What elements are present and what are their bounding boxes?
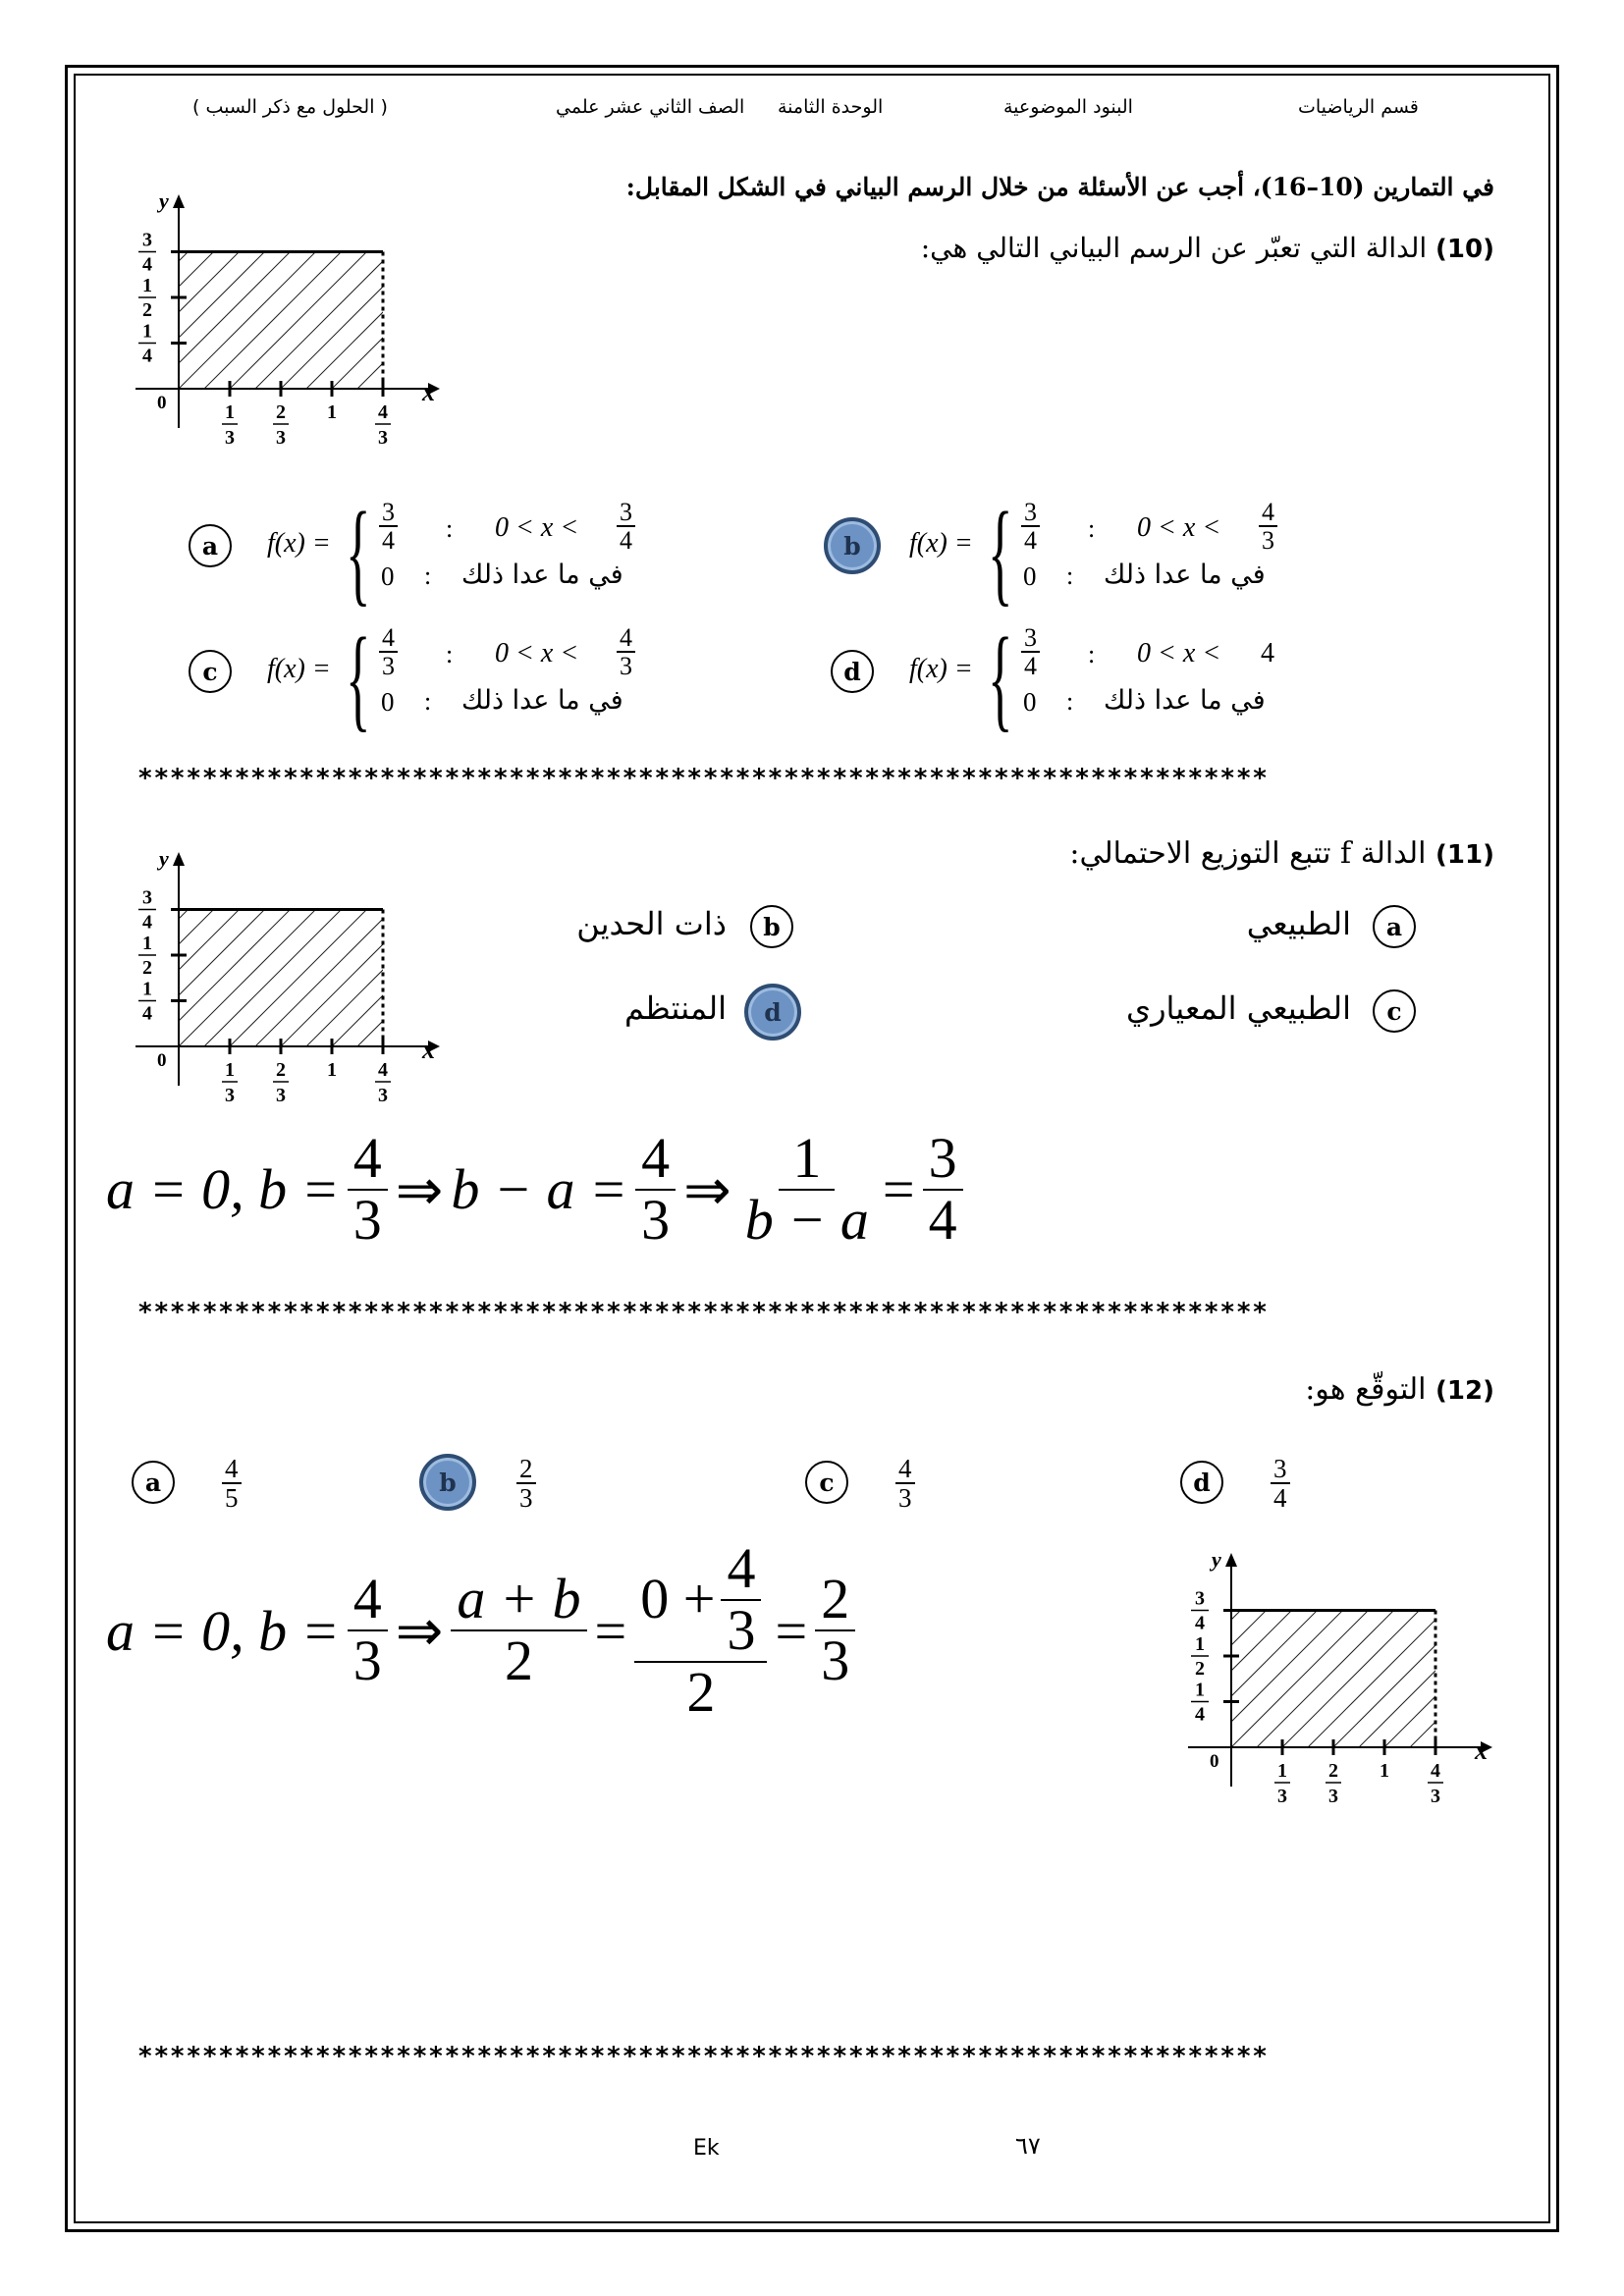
separator-2: **********************************************************************	[137, 1298, 1269, 1327]
g12-x-tick-label-2: 1	[1380, 1760, 1389, 1782]
q10-option-b-value-num: 3	[1021, 499, 1040, 527]
q12-question	[1305, 1372, 1494, 1407]
q12-option-c-den: 3	[898, 1483, 912, 1514]
graph-q10	[118, 185, 452, 469]
q10-option-a-func: f(x) =	[267, 528, 331, 559]
g12-y-tick-label-2-den: 4	[1195, 1612, 1205, 1634]
q10-option-b-colon-2: :	[1066, 561, 1074, 590]
g11-y-tick-label-2-den: 4	[142, 911, 152, 934]
q10-option-c-colon: :	[446, 640, 454, 668]
q10-option-c-brace: {	[346, 614, 371, 742]
intro-text: في التمارين (10–16)، أجب عن الأسئلة من خلال الرسم البياني في الشكل المقابل:	[625, 173, 1494, 201]
q10-option-d-value	[1021, 624, 1040, 680]
q10-option-d-marker[interactable]: d	[831, 650, 874, 693]
q11-option-c-marker[interactable]: c	[1373, 989, 1416, 1033]
q10-option-a-value	[379, 499, 398, 555]
g11-x-tick-label-1-num: 2	[276, 1059, 286, 1081]
q10-option-d-colon-2: :	[1066, 687, 1074, 716]
q12-sol-frac3-inner-num: 4	[721, 1539, 761, 1601]
q11-sol-implies-2: ⇒	[683, 1157, 731, 1222]
q11-sol-frac3-num: 1	[779, 1129, 835, 1191]
g11-origin-label: 0	[157, 1050, 167, 1071]
page-number: ٦٧	[1015, 2132, 1041, 2160]
q10-question	[921, 232, 1494, 264]
q10-option-a-bound-den: 4	[620, 526, 632, 556]
q10-option-a-bound-num: 3	[617, 499, 635, 527]
q10-option-c-marker[interactable]: c	[189, 650, 232, 693]
q11-text: الدالة f تتبع التوزيع الاحتمالي:	[1069, 836, 1427, 871]
g10-y-tick-label-2-den: 4	[142, 253, 152, 276]
q12-sol-frac4	[815, 1567, 855, 1693]
q12-option-d-num: 3	[1271, 1455, 1290, 1484]
q10-option-c-otherwise: في ما عدا ذلك	[461, 685, 623, 716]
q11-sol-frac4-den: 4	[928, 1187, 957, 1252]
g10-y-tick-label-1-num: 1	[142, 275, 152, 296]
q10-option-d-brace: {	[988, 614, 1013, 742]
q12-option-c-value	[895, 1455, 915, 1513]
q10-option-c-bound-den: 3	[620, 652, 632, 681]
g10-y-label: y	[159, 188, 169, 213]
q11-sol-frac1-den: 3	[352, 1187, 382, 1252]
q12-sol-implies: ⇒	[395, 1599, 444, 1664]
q11-option-d-label: المنتظم	[624, 989, 727, 1027]
g10-x-tick-label-3-num: 4	[378, 401, 388, 423]
q11-sol-frac3	[739, 1126, 875, 1252]
separator-1: **********************************************************************	[137, 764, 1269, 793]
g11-y-tick-label-1-den: 2	[142, 957, 152, 979]
q12-sol-frac3-num	[634, 1536, 767, 1663]
g12-x-tick-label-1-num: 2	[1328, 1760, 1338, 1782]
q12-option-b-marker[interactable]: b	[419, 1454, 476, 1511]
q12-option-d-marker[interactable]: d	[1180, 1461, 1223, 1504]
header-grade: الصف الثاني عشر علمي	[556, 96, 745, 118]
g12-y-tick-label-0-den: 4	[1195, 1703, 1205, 1726]
q10-option-d-bound: 4	[1261, 638, 1274, 668]
q11-sol-a-eq: a = 0, b =	[106, 1157, 340, 1222]
q11-option-d-marker[interactable]: d	[744, 984, 801, 1041]
g10-x-tick-label-1-num: 2	[276, 401, 286, 423]
q10-option-c-ineq: 0 < x <	[495, 638, 579, 668]
q10-option-b-otherwise: في ما عدا ذلك	[1104, 560, 1266, 590]
q10-option-b-value-den: 4	[1024, 526, 1037, 556]
header-department: قسم الرياضيات	[1298, 96, 1419, 118]
q12-option-d-value	[1271, 1455, 1290, 1513]
q12-sol-frac3-den: 2	[686, 1659, 716, 1724]
q10-option-a-bound	[617, 499, 635, 555]
q10-option-b-colon: :	[1088, 514, 1096, 543]
header-section: البنود الموضوعية	[1003, 96, 1133, 118]
q10-option-b-marker[interactable]: b	[824, 517, 881, 574]
q10-option-b-bound	[1259, 499, 1277, 555]
g12-x-label: x	[1475, 1736, 1488, 1765]
q10-option-b[interactable]	[831, 488, 1341, 616]
q12-sol-a-eq: a = 0, b =	[106, 1598, 340, 1663]
g12-x-tick-label-1-den: 3	[1328, 1786, 1338, 1807]
q10-option-d-value-num: 3	[1021, 624, 1040, 653]
q10-option-b-ineq: 0 < x <	[1137, 512, 1221, 543]
q10-option-b-bound-den: 3	[1262, 526, 1274, 556]
q11-option-a-marker[interactable]: a	[1373, 905, 1416, 948]
g12-y-tick-label-0-num: 1	[1195, 1679, 1205, 1701]
q10-number: (10)	[1435, 235, 1494, 264]
q10-option-c-colon-2: :	[424, 687, 432, 716]
q12-option-b-num: 2	[516, 1455, 536, 1484]
g11-y-tick-label-0-den: 4	[142, 1002, 152, 1025]
q10-option-a-ineq: 0 < x <	[495, 512, 579, 543]
q12-sol-frac2-num: a + b	[451, 1570, 586, 1631]
g11-y-label: y	[159, 846, 169, 871]
g11-y-tick-label-1-num: 1	[142, 933, 152, 954]
g11-x-tick-label-3-den: 3	[378, 1085, 388, 1105]
q10-option-d-value-den: 4	[1024, 652, 1037, 681]
header-note: ( الحلول مع ذكر السبب )	[192, 96, 388, 118]
q11-number: (11)	[1435, 840, 1494, 870]
q11-sol-frac1	[348, 1126, 388, 1252]
q12-sol-frac1-num: 4	[348, 1570, 388, 1631]
q12-sol-frac3-inner-den: 3	[727, 1597, 756, 1662]
footer-code: Ek	[693, 2136, 720, 2161]
g12-x-tick-label-0-num: 1	[1277, 1760, 1287, 1782]
q10-option-c-value	[379, 624, 398, 680]
g11-hatching	[118, 842, 452, 1046]
q12-number: (12)	[1435, 1376, 1494, 1406]
q12-option-a-den: 5	[225, 1483, 239, 1514]
q10-option-b-brace: {	[988, 488, 1013, 616]
g11-x-tick-label-3-num: 4	[378, 1059, 388, 1081]
q10-option-a-colon-2: :	[424, 561, 432, 590]
q12-option-a-value	[222, 1455, 242, 1513]
q11-question	[1069, 836, 1494, 871]
q11-sol-frac4	[923, 1126, 963, 1252]
q11-sol-frac2-num: 4	[635, 1129, 676, 1191]
q12-sol-frac4-num: 2	[815, 1570, 855, 1631]
q10-option-d-func: f(x) =	[909, 654, 973, 684]
g10-x-label: x	[422, 378, 435, 406]
q11-option-a-label: الطبيعي	[1246, 905, 1351, 942]
q12-option-c-marker[interactable]: c	[805, 1461, 848, 1504]
g10-x-tick-label-0-den: 3	[225, 427, 235, 449]
g10-y-tick-label-0-den: 4	[142, 345, 152, 367]
q10-option-a-colon: :	[446, 514, 454, 543]
q11-option-b-marker[interactable]: b	[750, 905, 793, 948]
g11-x-tick-label-0-den: 3	[225, 1085, 235, 1105]
q10-option-c-bound	[617, 624, 635, 680]
q10-text: الدالة التي تعبّر عن الرسم البياني التالي هي:	[920, 232, 1428, 264]
q10-option-d-ineq: 0 < x <	[1137, 638, 1221, 668]
g10-y-tick-label-1-den: 2	[142, 299, 152, 321]
q10-option-a-otherwise: في ما عدا ذلك	[461, 560, 623, 590]
g12-origin-label: 0	[1210, 1751, 1219, 1772]
q12-option-b-den: 3	[519, 1483, 533, 1514]
q12-sol-eq-2: =	[775, 1598, 808, 1663]
q12-option-a-num: 4	[222, 1455, 242, 1484]
q12-option-c-num: 4	[895, 1455, 915, 1484]
q12-sol-frac3-top-left: 0 +	[640, 1567, 716, 1631]
q12-sol-frac1	[348, 1567, 388, 1693]
q11-sol-frac2-den: 3	[641, 1187, 671, 1252]
separator-3: **********************************************************************	[137, 2042, 1269, 2071]
q11-sol-frac4-num: 3	[923, 1129, 963, 1191]
g12-x-tick-label-0-den: 3	[1277, 1786, 1287, 1807]
q10-option-c-zero: 0	[381, 687, 395, 717]
g12-y-tick-label-1-num: 1	[1195, 1633, 1205, 1655]
q10-option-c-value-num: 4	[379, 624, 398, 653]
q11-option-b-label: ذات الحدين	[576, 905, 727, 942]
graph-q11	[118, 842, 452, 1105]
q10-option-d[interactable]	[831, 614, 1341, 742]
g11-x-tick-label-1-den: 3	[276, 1085, 286, 1105]
q10-option-a-value-num: 3	[379, 499, 398, 527]
q11-sol-b-minus-a: b − a =	[451, 1157, 628, 1222]
q10-option-b-zero: 0	[1023, 561, 1037, 591]
g11-y-tick-label-2-num: 3	[142, 886, 152, 909]
g10-x-tick-label-2: 1	[327, 401, 337, 423]
q10-option-d-otherwise: في ما عدا ذلك	[1104, 685, 1266, 716]
g10-origin-label: 0	[157, 393, 167, 413]
q12-sol-frac3	[634, 1536, 767, 1724]
header-unit: الوحدة الثامنة	[778, 96, 884, 118]
q11-sol-frac1-num: 4	[348, 1129, 388, 1191]
g10-x-tick-label-0-num: 1	[225, 401, 235, 423]
q10-option-c[interactable]	[189, 614, 699, 742]
q10-option-b-bound-num: 4	[1259, 499, 1277, 527]
q10-option-d-colon: :	[1088, 640, 1096, 668]
g10-y-arrow	[173, 194, 185, 208]
q11-sol-eq: =	[882, 1157, 915, 1222]
q12-solution	[106, 1536, 855, 1724]
q11-sol-frac3-den: b − a	[744, 1187, 869, 1252]
g12-x-tick-label-3-num: 4	[1431, 1760, 1440, 1782]
q10-option-a-value-den: 4	[382, 526, 395, 556]
q11-sol-implies-1: ⇒	[395, 1157, 444, 1222]
g11-x-tick-label-0-num: 1	[225, 1059, 235, 1081]
g11-x-tick-label-2: 1	[327, 1059, 337, 1081]
g10-y-tick-label-2-num: 3	[142, 229, 152, 251]
g10-y-tick-label-0-num: 1	[142, 320, 152, 343]
q10-option-a-marker[interactable]: a	[189, 524, 232, 567]
q10-option-d-zero: 0	[1023, 687, 1037, 717]
q12-sol-frac2-den: 2	[504, 1629, 533, 1693]
g11-y-tick-label-0-num: 1	[142, 978, 152, 1000]
g12-y-arrow	[1225, 1553, 1237, 1567]
q12-sol-frac4-den: 3	[821, 1629, 850, 1693]
q10-option-b-func: f(x) =	[909, 528, 973, 559]
g12-y-label: y	[1212, 1547, 1221, 1572]
g12-y-tick-label-1-den: 2	[1195, 1658, 1205, 1680]
q10-option-c-bound-num: 4	[617, 624, 635, 653]
q10-option-c-func: f(x) =	[267, 654, 331, 684]
q12-option-d-den: 4	[1273, 1483, 1287, 1514]
q12-option-b-value	[516, 1455, 536, 1513]
graph-q12	[1170, 1543, 1504, 1828]
g10-x-tick-label-1-den: 3	[276, 427, 286, 449]
q11-solution	[106, 1126, 963, 1252]
g10-hatching	[118, 185, 452, 389]
q11-option-c-label: الطبيعي المعياري	[1126, 989, 1351, 1027]
q12-sol-frac1-den: 3	[352, 1629, 382, 1693]
q11-sol-frac2	[635, 1126, 676, 1252]
g12-y-tick-label-2-num: 3	[1195, 1587, 1205, 1610]
q10-option-c-value-den: 3	[382, 652, 395, 681]
q10-option-a-zero: 0	[381, 561, 395, 591]
q12-sol-frac2	[451, 1567, 586, 1693]
q10-option-b-value	[1021, 499, 1040, 555]
g12-x-tick-label-3-den: 3	[1431, 1786, 1440, 1807]
q10-option-a-brace: {	[346, 488, 371, 616]
g12-hatching	[1170, 1543, 1504, 1747]
q12-text: التوقّع هو:	[1305, 1372, 1427, 1407]
q12-option-a-marker[interactable]: a	[132, 1461, 175, 1504]
q12-sol-eq-1: =	[594, 1598, 627, 1663]
q10-option-a[interactable]	[189, 488, 699, 616]
g10-x-tick-label-3-den: 3	[378, 427, 388, 449]
q12-sol-frac3-inner	[721, 1536, 761, 1662]
g11-x-label: x	[422, 1036, 435, 1064]
g11-y-arrow	[173, 852, 185, 866]
